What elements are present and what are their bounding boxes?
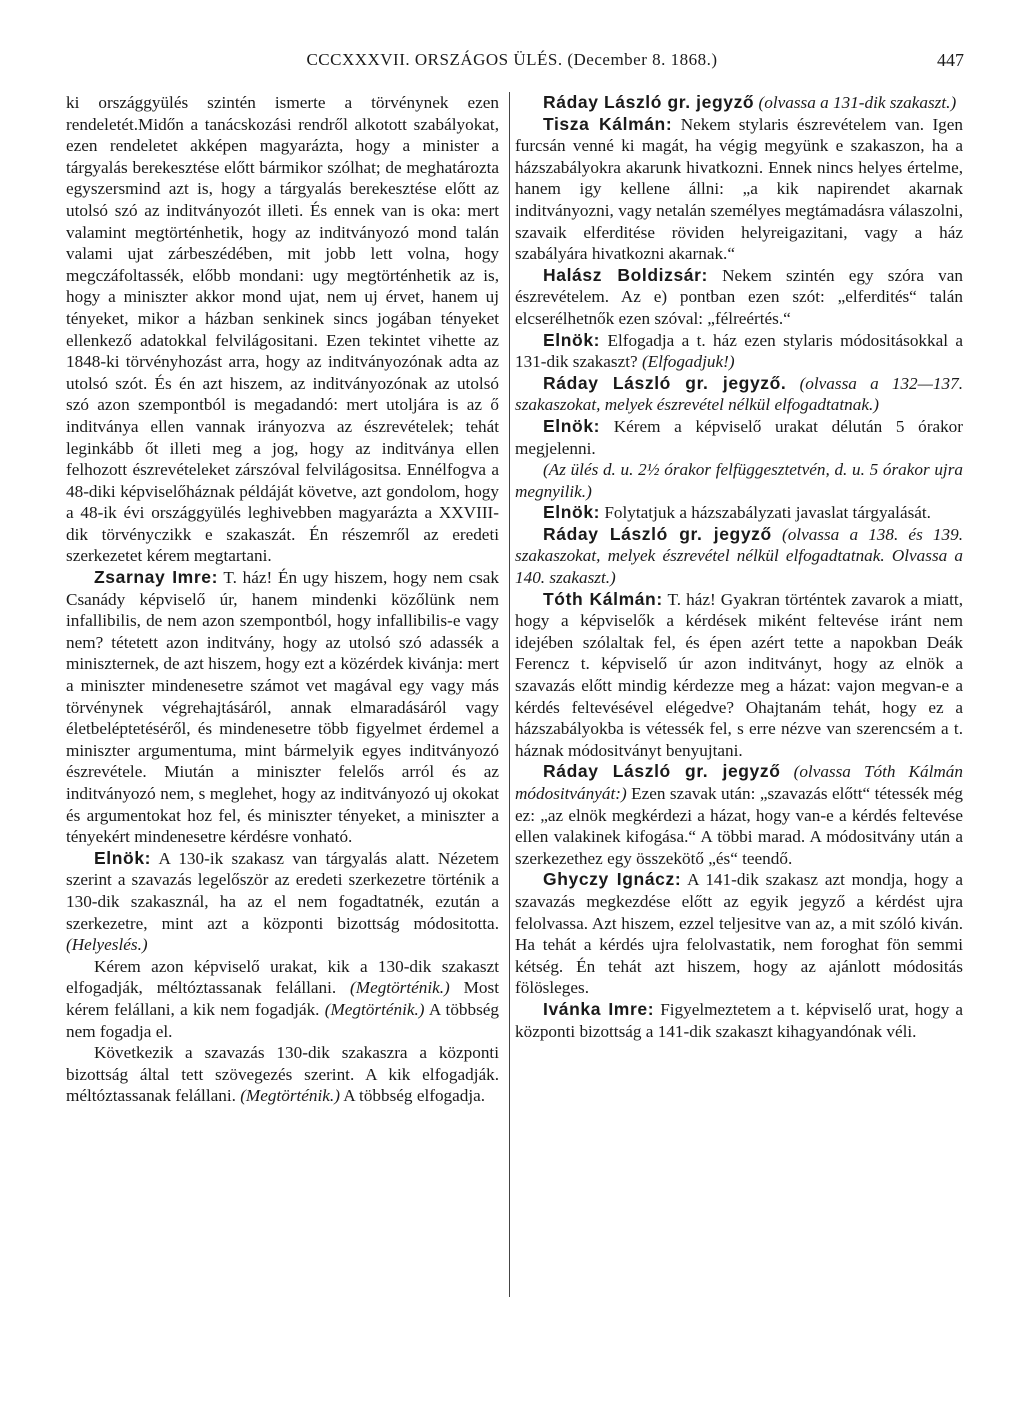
left-column [66, 92, 499, 1107]
paragraph: Ghyczy Ignácz: A 141-dik szakasz azt mondja, hogy a szavazás megkezdése előtt az egyik jegyző a kérdést ujra felolvassa. Azt hiszem, ezzel teljesitve van az, a mit szóló kiván. Ha tehát a kérdés ujra felolvastatik, nem foroghat fön semmi kétség. Én tehát azt hiszem, hogy az ajánlott módositás fölösleges. [515, 869, 964, 998]
speaker-name: Zsarnay Imre: [94, 567, 219, 588]
speaker-name: Ráday László gr. jegyző [543, 523, 772, 544]
paragraph: ki országgyülés szintén ismerte a törvénynek ezen rendeletét.Midőn a tanácskozási rendről alkotott szabályokat, ezen rendeletet akképen magyarázta, hogy a minister a tárgyalás berekesztése előtt bármikor szólhat; de meghatározta egyszersmind azt is, hogy a tárgyalás berekesztése előtt az utolsó szó az inditványozót illeti. És ennek van is oka: mert valamint megtörténhetik, hogy az inditványozó mond talán valami ujat zárbeszédében, mit jobb lett volna, hogy megczáfoltassék, előbb mondani: ugy megtörténhetik az is, hogy a miniszter akkor mond ujat, nem uj érvet, hanem uj tényeket, mikor a házban senkinek sincs jogában tényeket ellenkező adatokkal felvilágositani. Ezen tekintet vihette az 1848-ki törvényhozást arra, hogy az inditványozónak adta az utolsó szót. És én azt hiszem, az inditványozónak az utolsó szó azon szempontból is megadandó: mert utoljára is az ő inditványa ellen vannak irányozva az észrevételek; tehát leginkább őt illeti meg a jog, hogy az inditványa ellen felhozott észrevételeket zárszóval felvilágositsa. Ennélfogva a 48-diki képviselőháznak példáját követve, azt gondolom, hogy a 48-ik évi országgyülés leghivebben magyarázta a XXVIII-dik törvényczikk e szakaszát. Én részemről az eredeti szerkezetet kérem megtartani. [66, 93, 499, 566]
stage-note: (Megtörténik.) [324, 999, 425, 1019]
paragraph [515, 373, 963, 416]
paragraph [515, 459, 963, 502]
paragraph: Elnök: Elfogadja a t. ház ezen stylaris módositásokkal a 131-dik szakaszt? (Elfogadjuk!) [515, 329, 963, 372]
stage-note: (Az ülés d. u. 2½ órakor felfüggesztetvén, d. u. 5 órakor ujra megnyilik.) [515, 460, 963, 501]
paragraph [515, 92, 963, 114]
speaker-name: Tóth Kálmán: [543, 588, 663, 609]
stage-note: (olvassa a 131-dik szakaszt.) [754, 93, 957, 112]
stage-note: (olvassa Tóth Kálmán módositványát:) [515, 762, 963, 803]
speaker-name: Elnök: [543, 329, 601, 350]
column-divider [509, 92, 510, 1297]
paragraph [515, 524, 963, 589]
paragraph: Ivánka Imre: Figyelmeztetem a t. képviselő urat, hogy a központi bizottság a 141-dik szakaszt kihagyandónak véli. [515, 998, 963, 1041]
paragraph: Elnök: Kérem a képviselő urakat délután 5 órakor megjelenni. [515, 415, 963, 458]
stage-note: (Megtörténik.) [350, 978, 450, 998]
stage-note: (Megtörténik.) [240, 1086, 340, 1106]
page-number: 447 [937, 50, 964, 70]
paragraph: Kérem azon képviselő urakat, kik a 130-dik szakaszt elfogadják, méltóztassanak felállani. (Megtörténik.) Most kérem felállani, a kik nem fogadják. (Megtörténik.) A többség nem fogadja el. [66, 956, 500, 1041]
paragraph: Ráday László gr. jegyző (olvassa Tóth Kálmán módositványát:) Ezen szavak után: „szavazás előtt“ tétessék még ez: „az elnök megkérdezi a házat, hogy van-e a kérdés feltevése ellen valakinek kifogása.“ A többi marad. A módositvány után a szerkezethez egy összekötő „és“ teendő. [515, 761, 963, 868]
speaker-name: Halász Boldizsár: [543, 264, 708, 285]
paragraph: Zsarnay Imre: T. ház! Én ugy hiszem, hogy nem csak Csanády képviselő úr, hanem mindenki közőlünk nem infallibilis, de nem azon szempontból, hogy infallibilis-e vagy nem? tétetett azon inditvány, hogy az utolsó szó adassék a miniszternek, de azt hiszem, hogy ezt a közérdek kivánja: mert a miniszter mindenesetre számot vet magával egy vagy más törvénynek végrehajtásáról, annak elmaradásáról vagy életbeléptetéséről, és mindenesetre több figyelmet érdemel a miniszter argumentuma, mint bármelyik egyes inditványozó észrevétele. Miután a miniszter felelős arról és az inditványozó nem, s meglehet, hogy az inditványozó uj okokat és argumentokat hoz fel, és miniszter tényeket, a miniszter a tényekért mindenesetre kérdésre vonható. [66, 567, 499, 847]
speaker-name: Elnök: [543, 502, 601, 523]
stage-note: (Elfogadjuk!) [641, 352, 735, 372]
speaker-name: Elnök: [543, 415, 601, 436]
paragraph: Elnök: A 130-ik szakasz van tárgyalás alatt. Nézetem szerint a szavazás legelőször az eredeti szerkezetre történik a 130-dik szakasznál, ha az el nem fogadtatnék, ezután a szerkezetre, mint azt a központi bizottság módositotta. (Helyeslés.) [66, 847, 499, 955]
paragraph: Elnök: Folytatjuk a házszabályzati javaslat tárgyalását. [543, 502, 931, 523]
speaker-name: Ghyczy Ignácz: [543, 869, 682, 890]
speaker-name: Tisza Kálmán: [543, 113, 673, 134]
paragraph: Következik a szavazás 130-dik szakaszra a központi bizottság által tett szövegezés szerint. A kik elfogadják. méltóztassanak felállani. (Megtörténik.) A többség elfogadja. [66, 1043, 499, 1106]
speaker-name: Elnök: [94, 847, 152, 868]
speaker-name: Ráday László gr. jegyző. [543, 372, 787, 393]
stage-note: (Helyeslés.) [66, 935, 148, 955]
paragraph: Tóth Kálmán: T. ház! Gyakran történtek zavarok a miatt, hogy a képviselők a kérdések miként feltevése iránt nem idejében szólaltak fel, és épen azért tette a napokban Deák Ferencz t. képviselő úr azon inditványt, hogy az elnök a szavazás előtt mindig kérdezze meg a házat: vajon megvan-e a kérdés feltevésével elégedve? Ohajtanám tehát, hogy ez a házszabályokba is vétessék fel, s erre nézve van szerencsém a t. háznak módositványt benyujtani. [515, 588, 963, 760]
paragraph: Halász Boldizsár: Nekem szintén egy szóra van észrevételem. Az e) pontban ezen szót: „elferdités“ talán elcserélhetnők ezen szóval: „félreértés.“ [515, 264, 964, 328]
speaker-name: Ivánka Imre: [543, 998, 655, 1019]
running-title: CCCXXXVII. ORSZÁGOS ÜLÉS. (December 8. 1868.) [306, 50, 718, 69]
speaker-name: Ráday László gr. jegyző [543, 761, 781, 782]
right-column [515, 92, 963, 1042]
stage-note: (olvassa a 138. és 139. szakaszokat, melyek észrevétel nélkül elfogadtatnak. Olvassa a 140. szakaszt.) [515, 524, 963, 588]
stage-note: (olvassa a 132—137. szakaszokat, melyek észrevétel nélkül elfogadtatnak.) [515, 373, 963, 415]
speaker-name: Ráday László gr. jegyző [543, 92, 755, 112]
page-header [60, 50, 964, 80]
paragraph: Tisza Kálmán: Nekem stylaris észrevételem van. Igen furcsán venné ki magát, ha végig megyünk e szakaszon, ha a házszabályokra akarunk hivatkozni. Ennek nincs helyes értelme, hanem igy kellene állni: „a kik napirendet akarnak inditványozni, vagy netalán személyes megtámadásra válaszolni, szavaik elferditése röviden helyreigazitani, vagy a ház szabályára hivatkozni akarnak.“ [515, 113, 963, 264]
